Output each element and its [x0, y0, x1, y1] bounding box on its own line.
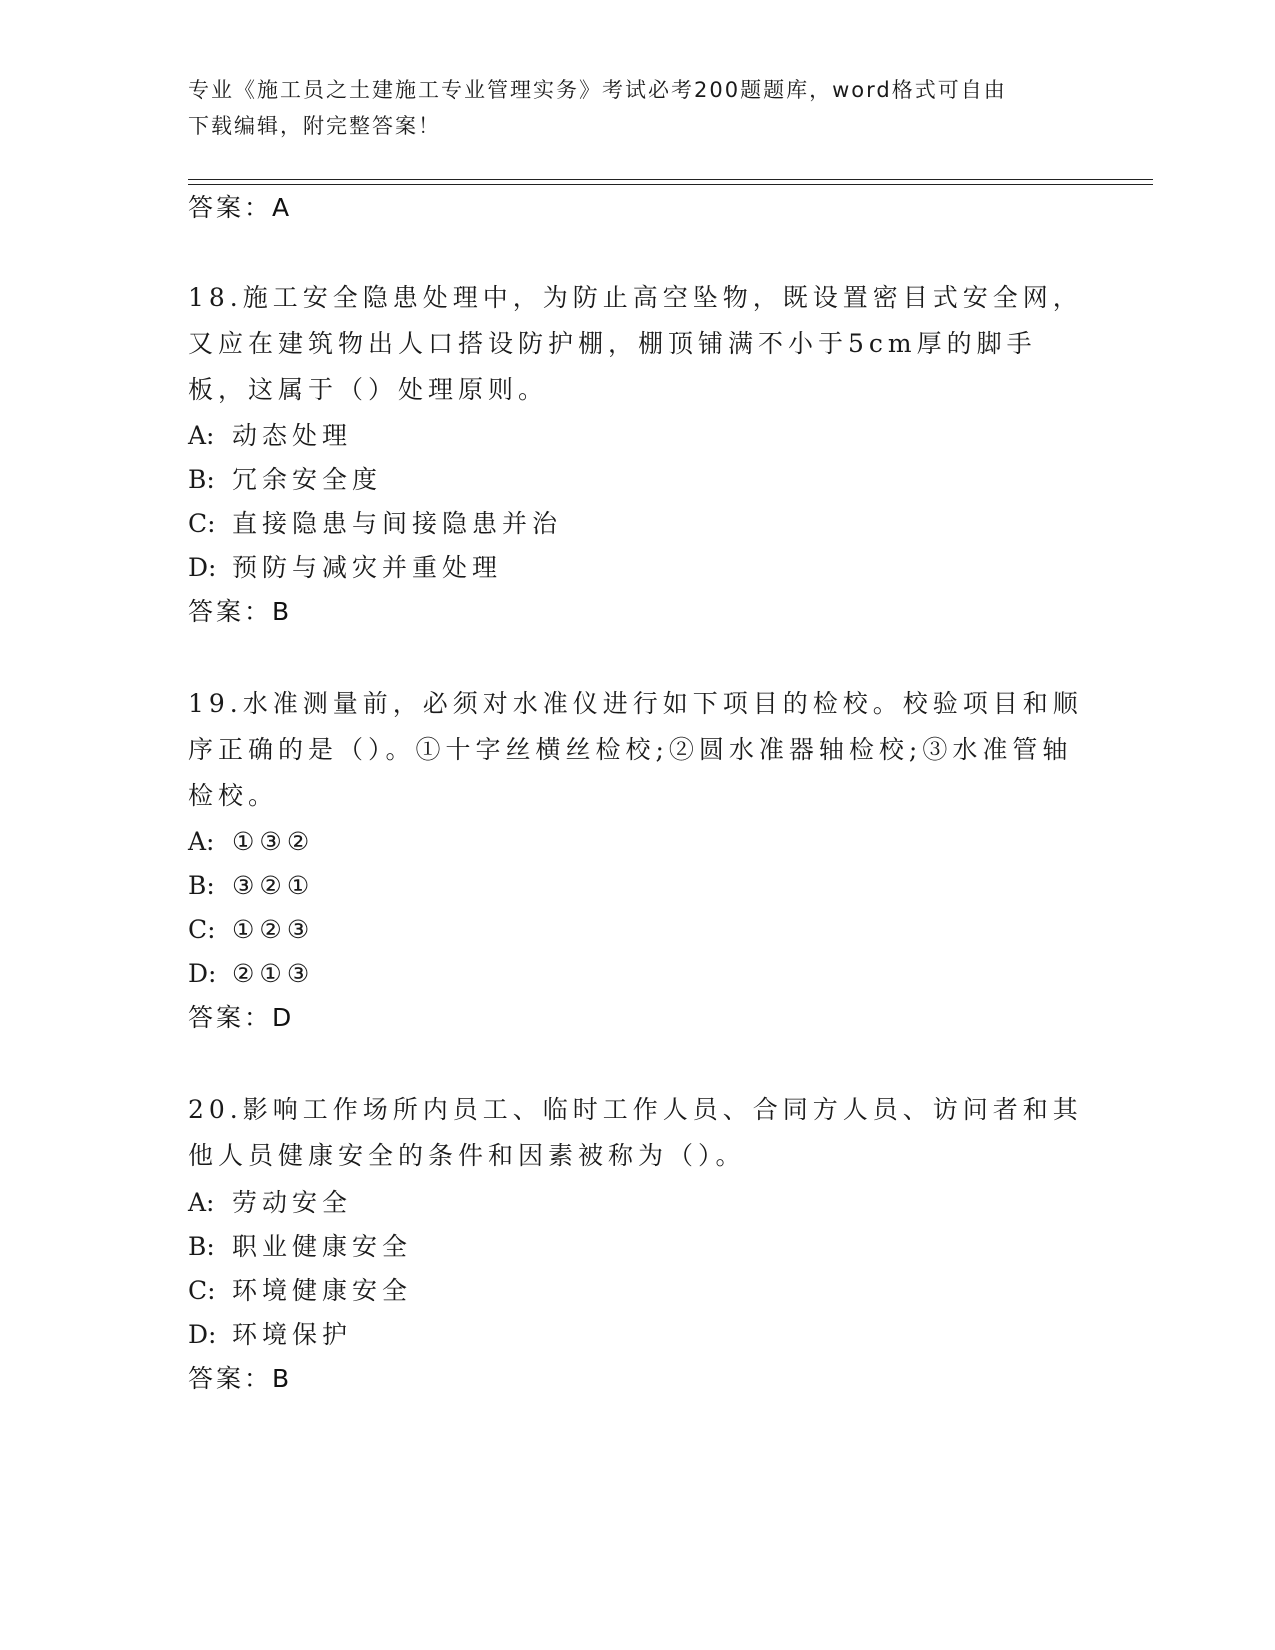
- question-19-option-a: A: ①③②: [188, 827, 315, 856]
- header-line-2: 下载编辑，附完整答案！: [188, 114, 441, 138]
- question-18-option-d: D: 预防与减灾并重处理: [188, 553, 503, 582]
- document-header: [188, 72, 1088, 144]
- question-20-option-a: A: 劳动安全: [188, 1188, 353, 1217]
- question-19-option-d: D: ②①③: [188, 959, 315, 988]
- question-20-option-b: B: 职业健康安全: [188, 1232, 413, 1261]
- question-18-text: 18.施工安全隐患处理中，为防止高空坠物，既设置密目式安全网，又应在建筑物出人口搭设防护棚，棚顶铺满不小于5cm厚的脚手板，这属于（）处理原则。: [188, 283, 1083, 404]
- question-19-option-c: C: ①②③: [188, 915, 315, 944]
- answer-18: 答案：B: [188, 597, 293, 626]
- question-20-option-c: C: 环境健康安全: [188, 1276, 413, 1305]
- answer-19: 答案：D: [188, 1003, 295, 1032]
- question-20-text: 20.影响工作场所内员工、临时工作人员、合同方人员、访问者和其他人员健康安全的条件和因素被称为（）。: [188, 1095, 1083, 1170]
- answer-20: 答案：B: [188, 1364, 293, 1393]
- question-20-option-d: D: 环境保护: [188, 1320, 353, 1349]
- question-18-option-a: A: 动态处理: [188, 421, 353, 450]
- header-divider-bottom: [188, 184, 1153, 185]
- question-19-option-b: B: ③②①: [188, 871, 315, 900]
- question-19-text: 19.水准测量前，必须对水准仪进行如下项目的检校。校验项目和顺序正确的是（）。①十字丝横丝检校;②圆水准器轴检校;③水准管轴检校。: [188, 689, 1083, 810]
- question-18-option-c: C: 直接隐患与间接隐患并治: [188, 509, 563, 538]
- header-divider-top: [188, 179, 1153, 180]
- answer-17: 答案：A: [188, 193, 293, 222]
- header-line-1: 专业《施工员之土建施工专业管理实务》考试必考200题题库，word格式可自由: [188, 78, 1007, 102]
- question-18-option-b: B: 冗余安全度: [188, 465, 383, 494]
